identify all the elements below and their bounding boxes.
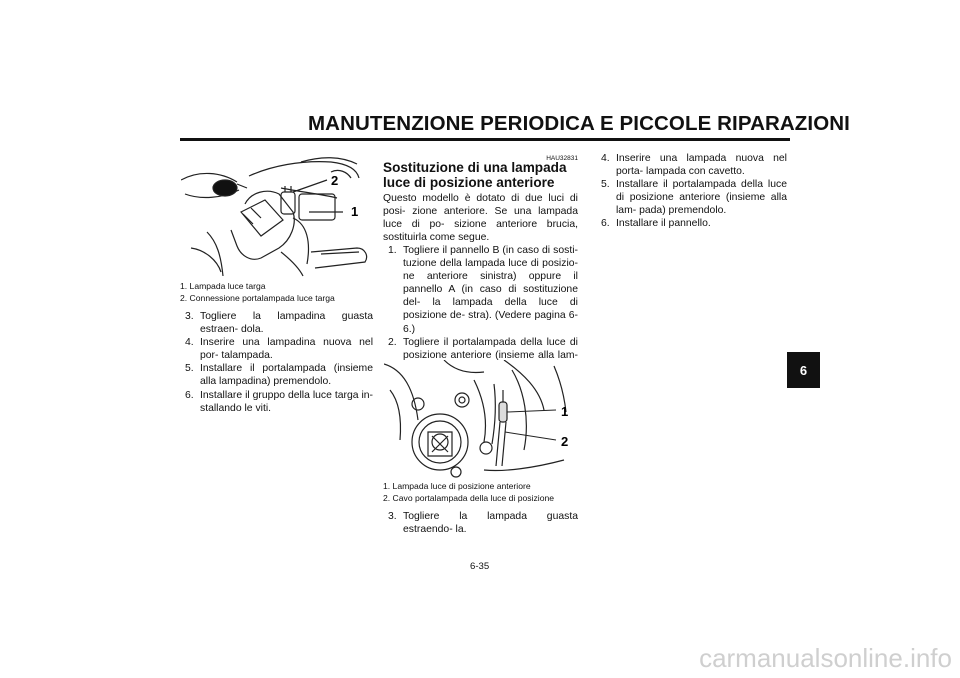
step-text: Togliere la lampada guasta estraendo- la.: [403, 511, 578, 536]
section-title: Sostituzione di una lampada luce di posizione anteriore: [383, 160, 567, 190]
step-text: Inserire una lampadina nuova nel por- talampada.: [200, 337, 373, 362]
chapter-tab: 6: [787, 352, 820, 388]
step-number: 4.: [601, 153, 610, 164]
list-item: [383, 510, 578, 536]
page-number: 6-35: [470, 561, 490, 572]
step-text: Installare il portalampada della luce di posizione anteriore (insieme alla lam- pada) premendolo.: [616, 179, 787, 217]
intro-paragraph: Questo modello è dotato di due luci di posi- zione anteriore. Se una lampada luce di po- sizione anteriore brucia, sostituirla come segue.: [383, 192, 578, 243]
figure-label-2: 2: [561, 434, 569, 449]
left-column: [180, 281, 373, 415]
license-plate-light-illustration: [181, 152, 371, 278]
left-steps: [180, 310, 373, 415]
step-number: 6.: [601, 218, 610, 230]
step-number: 4.: [185, 337, 194, 349]
list-item: [180, 362, 373, 388]
middle-steps-continued: [383, 510, 578, 536]
figure-label-1: 1: [351, 204, 359, 219]
figure-label-2: 2: [331, 173, 339, 188]
list-item: [180, 389, 373, 415]
list-item: [596, 178, 787, 217]
step-text: Installare il portalampada (insieme alla lampadina) premendolo.: [200, 363, 373, 388]
list-item: [180, 336, 373, 362]
figure-label-1: 1: [561, 404, 569, 419]
figure-caption-1: 1. Lampada luce di posizione anteriore: [383, 481, 531, 491]
step-number: 1.: [388, 244, 397, 256]
list-item: [596, 152, 787, 178]
step-text: Installare il gruppo della luce targa in- stallando le viti.: [200, 389, 373, 414]
figure-caption-2: 2. Cavo portalampada della luce di posizione: [383, 492, 555, 503]
middle-column: [383, 152, 578, 375]
step-text: Togliere il pannello B (in caso di sosti- tuzione della lampada luce di posizio- ne anteriore sinistra) oppure il pannello A (in caso di sostituzione del- la lampada della luce di posizione de- stra). (Vedere pagina 6-6.): [403, 244, 578, 335]
step-number: 5.: [601, 179, 610, 191]
step-number: 5.: [185, 363, 194, 375]
page-header-title: MANUTENZIONE PERIODICA E PICCOLE RIPARAZIONI: [308, 112, 850, 135]
section-code: HAU32831: [546, 155, 578, 162]
list-item: [383, 244, 578, 336]
middle-steps: [383, 244, 578, 375]
step-text: Togliere il portalampada della luce di posizione anteriore (insieme alla lam- pada) estraendolo.: [403, 336, 578, 374]
right-column: [596, 152, 787, 231]
step-number: 3.: [185, 311, 194, 322]
step-number: 2.: [388, 336, 397, 348]
middle-column-lower: [383, 481, 578, 536]
step-text: Togliere la lampadina guasta estraen- dola.: [200, 311, 373, 336]
figure-caption-1: 1. Lampada luce targa: [180, 281, 266, 291]
step-number: 6.: [185, 389, 194, 401]
step-text: Inserire una lampada nuova nel porta- lampada con cavetto.: [616, 153, 787, 178]
header-rule: [180, 138, 790, 141]
list-item: [596, 217, 787, 230]
step-text: Installare il pannello.: [616, 218, 711, 230]
list-item: [180, 310, 373, 336]
figure-caption-2: 2. Connessione portalampada luce targa: [180, 292, 335, 303]
right-steps: [596, 152, 787, 231]
watermark: carmanualsonline.info: [699, 643, 952, 673]
step-number: 3.: [388, 511, 397, 522]
front-position-light-illustration: [384, 360, 578, 478]
